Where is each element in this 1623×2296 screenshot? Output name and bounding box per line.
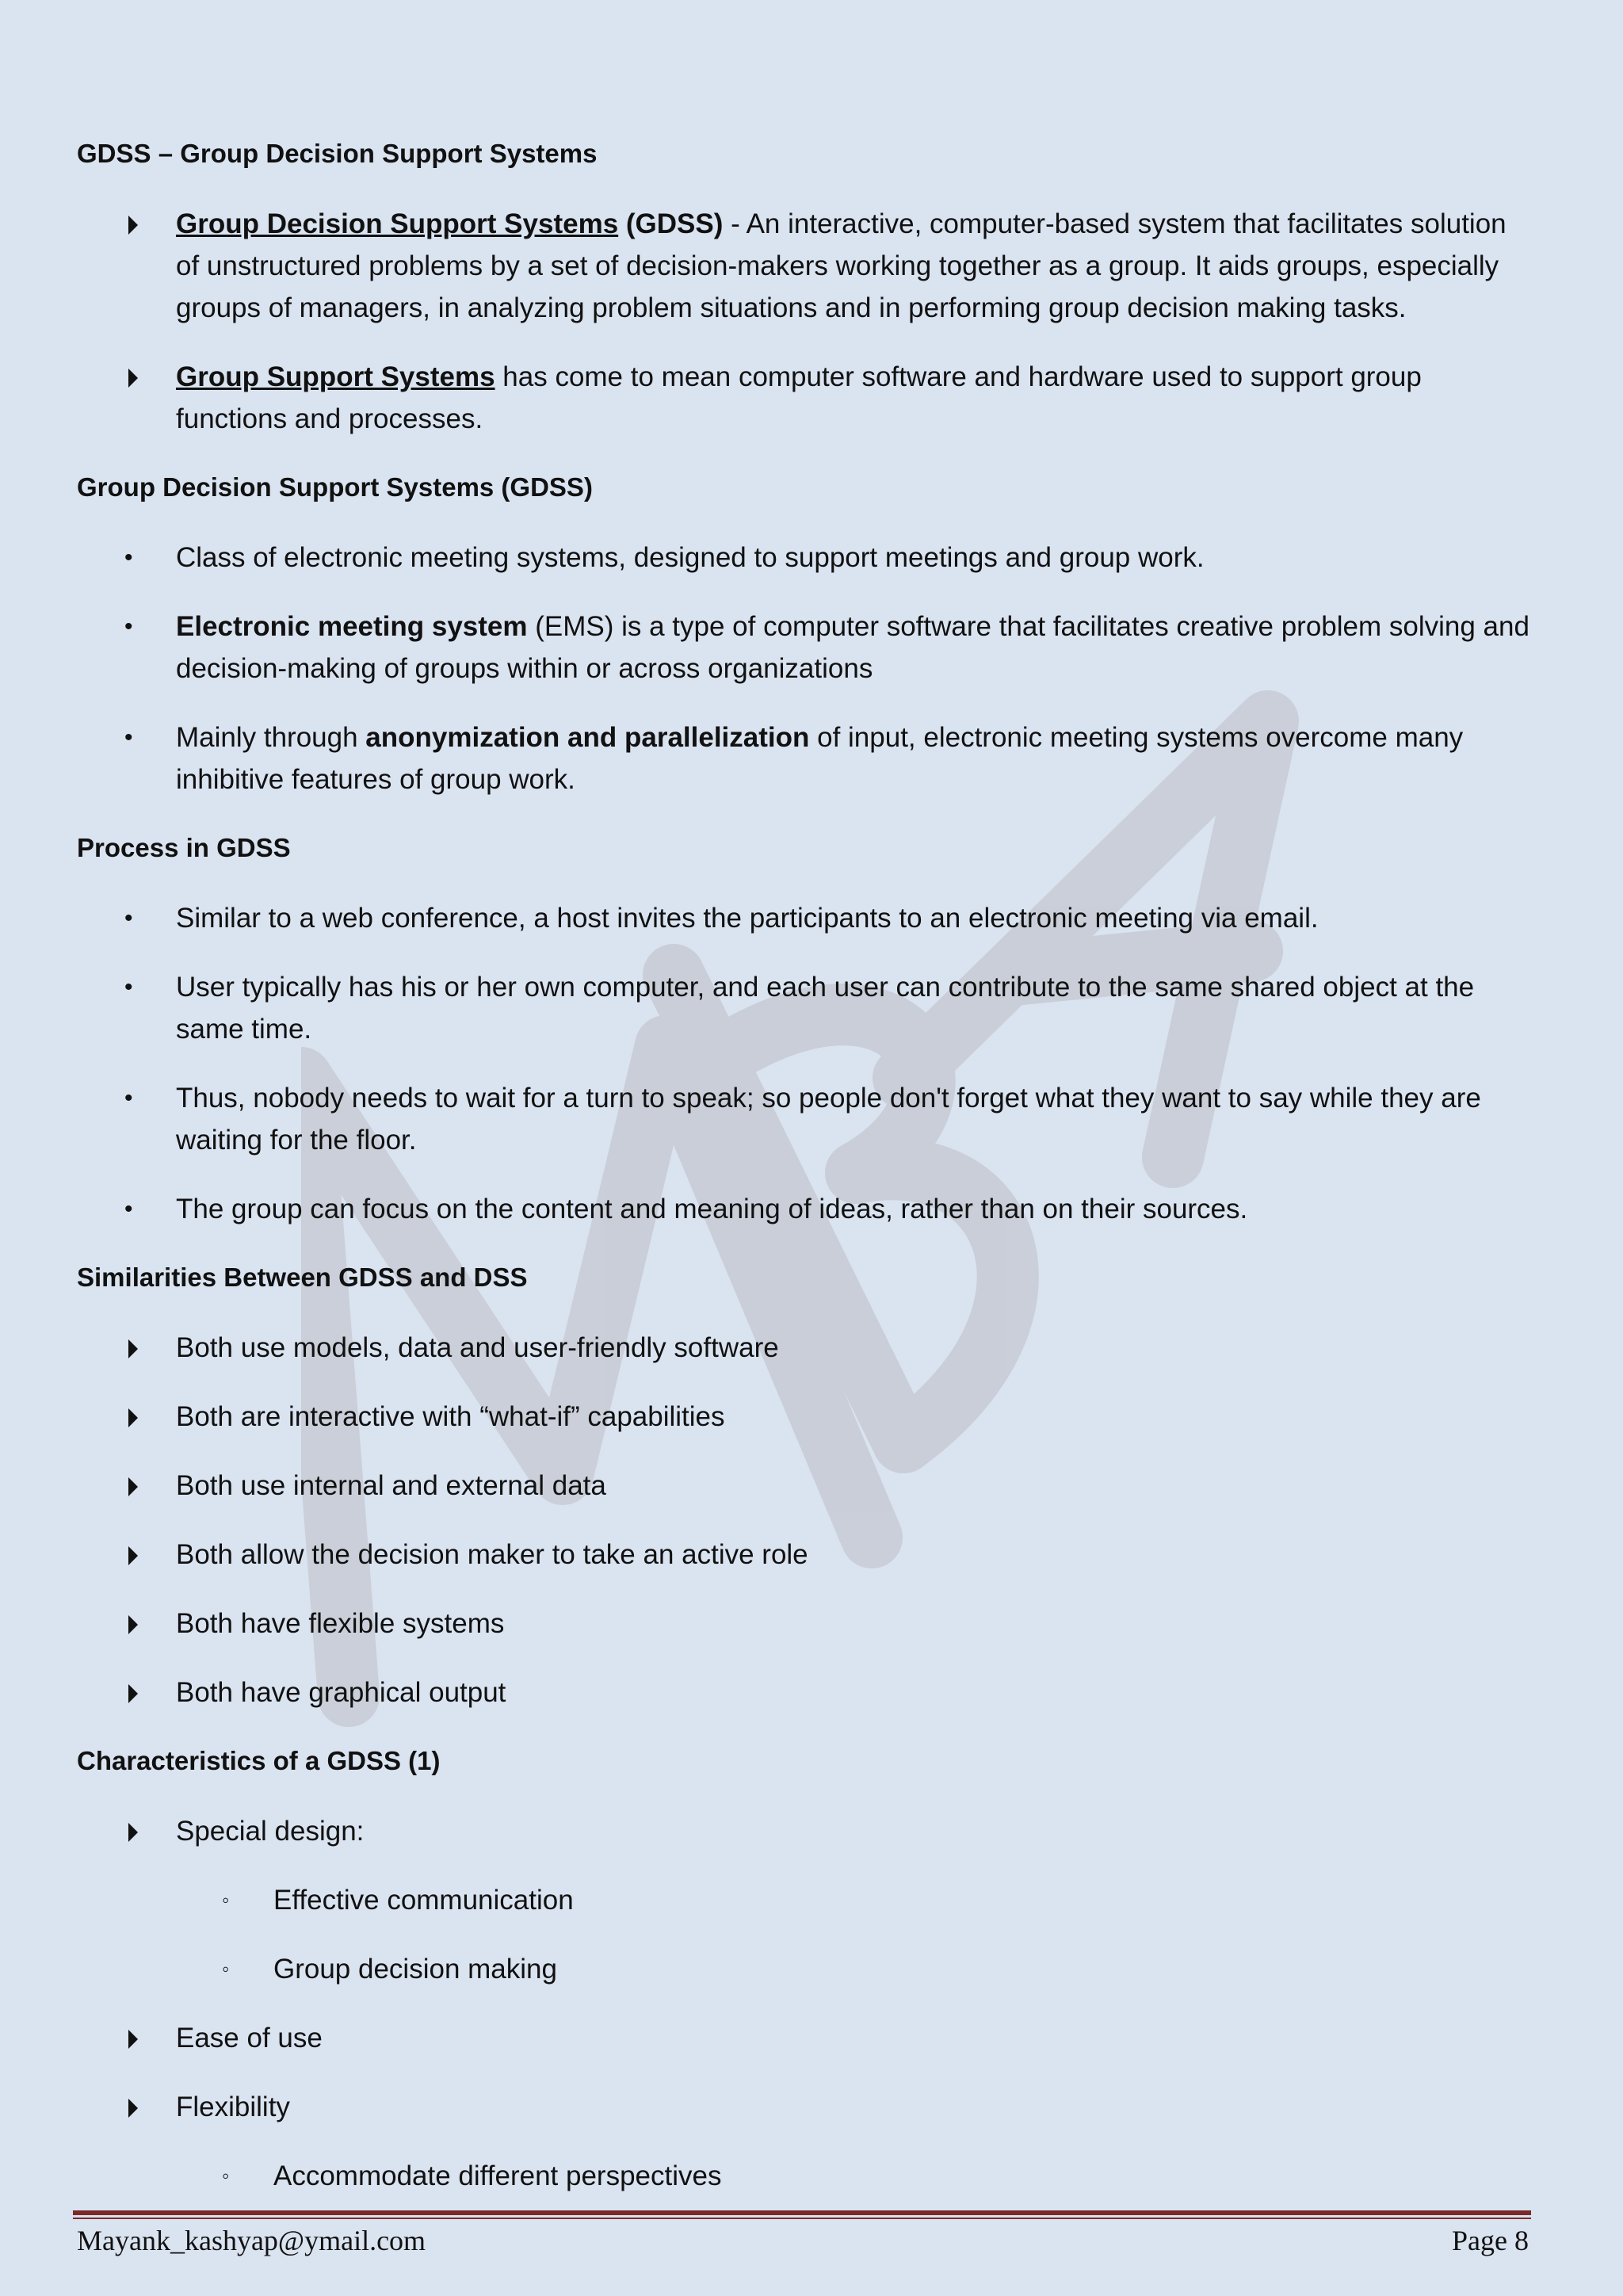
footer-rule	[73, 2210, 1531, 2215]
section-heading: Group Decision Support Systems (GDSS)	[77, 472, 593, 502]
dot-bullet-icon: •	[124, 1085, 133, 1111]
dot-bullet-icon: •	[124, 724, 133, 751]
item-text: Both have graphical output	[176, 1677, 506, 1708]
item-text: Special design:	[176, 1816, 365, 1847]
item-text: has come to mean computer software and hardware used to support group functions and processes.	[176, 361, 1422, 434]
page-footer	[77, 2224, 1529, 2257]
section-heading: GDSS – Group Decision Support Systems	[77, 139, 598, 168]
item-text: Accommodate different perspectives	[273, 2160, 722, 2191]
item-text: Both have flexible systems	[176, 1608, 505, 1639]
footer-rule-thin	[73, 2218, 1531, 2219]
bullet-list	[77, 537, 1535, 800]
item-text: Both use internal and external data	[176, 1470, 606, 1501]
list-item	[77, 1077, 1535, 1161]
item-text: Effective communication	[273, 1885, 574, 1916]
list-item	[77, 1534, 1535, 1576]
section-heading: Characteristics of a GDSS (1)	[77, 1746, 441, 1775]
list-item	[77, 2086, 1535, 2128]
section-heading: Process in GDSS	[77, 833, 291, 862]
circle-bullet-icon: ◦	[222, 2164, 230, 2187]
item-text: Class of electronic meeting systems, designed to support meetings and group work.	[176, 542, 1205, 573]
item-text: The group can focus on the content and meaning of ideas, rather than on their sources.	[176, 1194, 1248, 1224]
list-item	[77, 1396, 1535, 1438]
dot-bullet-icon: •	[124, 544, 133, 571]
circle-bullet-icon: ◦	[222, 1888, 230, 1912]
item-text: Flexibility	[176, 2092, 290, 2122]
list-item	[77, 2017, 1535, 2059]
list-item	[77, 2155, 1535, 2197]
list-item	[77, 1948, 1535, 1990]
item-text: of input, electronic meeting systems overcome many inhibitive features of group work.	[176, 722, 1464, 795]
bullet-list	[77, 897, 1535, 1230]
term-bold: (GDSS)	[618, 208, 724, 239]
list-item	[77, 1671, 1535, 1713]
dot-bullet-icon: •	[124, 613, 133, 640]
triangle-bullet-icon	[128, 1477, 138, 1496]
dot-bullet-icon: •	[124, 974, 133, 1000]
item-text: Similar to a web conference, a host invites the participants to an electronic meeting via email.	[176, 903, 1319, 934]
list-item	[77, 537, 1535, 579]
term-underlined: Group Support Systems	[176, 361, 495, 392]
item-text: (EMS) is a type of computer software that facilitates creative problem solving and decision-making of groups within or across organizations	[176, 611, 1529, 684]
footer-email: Mayank_kashyap@ymail.com	[77, 2225, 426, 2256]
item-text: User typically has his or her own computer, and each user can contribute to the same shared object at the same time.	[176, 972, 1475, 1045]
triangle-bullet-icon	[128, 369, 138, 388]
page-number: Page 8	[1452, 2225, 1529, 2256]
item-text: Both allow the decision maker to take an active role	[176, 1539, 808, 1570]
term-underlined: Group Decision Support Systems	[176, 208, 619, 239]
dot-bullet-icon: •	[124, 905, 133, 931]
list-item	[77, 1810, 1535, 1852]
list-item	[77, 356, 1535, 440]
bullet-list	[77, 203, 1535, 440]
term-bold: Electronic meeting system	[176, 611, 528, 642]
item-text: Both use models, data and user-friendly software	[176, 1332, 779, 1363]
triangle-bullet-icon	[128, 1546, 138, 1565]
list-item	[77, 1465, 1535, 1507]
triangle-bullet-icon	[128, 2030, 138, 2049]
triangle-bullet-icon	[128, 1615, 138, 1634]
list-item	[77, 1603, 1535, 1645]
item-text-pre: Mainly through	[176, 722, 366, 753]
item-text: Group decision making	[273, 1954, 557, 1985]
item-text: - An interactive, computer-based system that facilitates solution of unstructured problems by a set of decision-makers working together as a group. It aids groups, especially groups of managers, in analyzing problem situations and in performing group decision making tasks.	[176, 208, 1507, 323]
bullet-list	[77, 1810, 1535, 2197]
circle-bullet-icon: ◦	[222, 1957, 230, 1981]
document-body	[77, 133, 1535, 2224]
triangle-bullet-icon	[128, 2099, 138, 2118]
section-heading: Similarities Between GDSS and DSS	[77, 1263, 528, 1292]
list-item	[77, 1327, 1535, 1369]
term-bold: anonymization and parallelization	[365, 722, 810, 753]
list-item	[77, 203, 1535, 329]
item-text: Thus, nobody needs to wait for a turn to speak; so people don't forget what they want to say while they are waiting for the floor.	[176, 1083, 1481, 1156]
triangle-bullet-icon	[128, 216, 138, 235]
triangle-bullet-icon	[128, 1408, 138, 1427]
list-item	[77, 1879, 1535, 1921]
list-item	[77, 716, 1535, 800]
dot-bullet-icon: •	[124, 1196, 133, 1222]
item-text: Both are interactive with “what-if” capabilities	[176, 1401, 725, 1432]
list-item	[77, 1188, 1535, 1230]
triangle-bullet-icon	[128, 1684, 138, 1703]
triangle-bullet-icon	[128, 1339, 138, 1358]
list-item	[77, 897, 1535, 939]
triangle-bullet-icon	[128, 1823, 138, 1842]
item-text: Ease of use	[176, 2023, 323, 2053]
list-item	[77, 606, 1535, 690]
bullet-list	[77, 1327, 1535, 1713]
list-item	[77, 966, 1535, 1050]
